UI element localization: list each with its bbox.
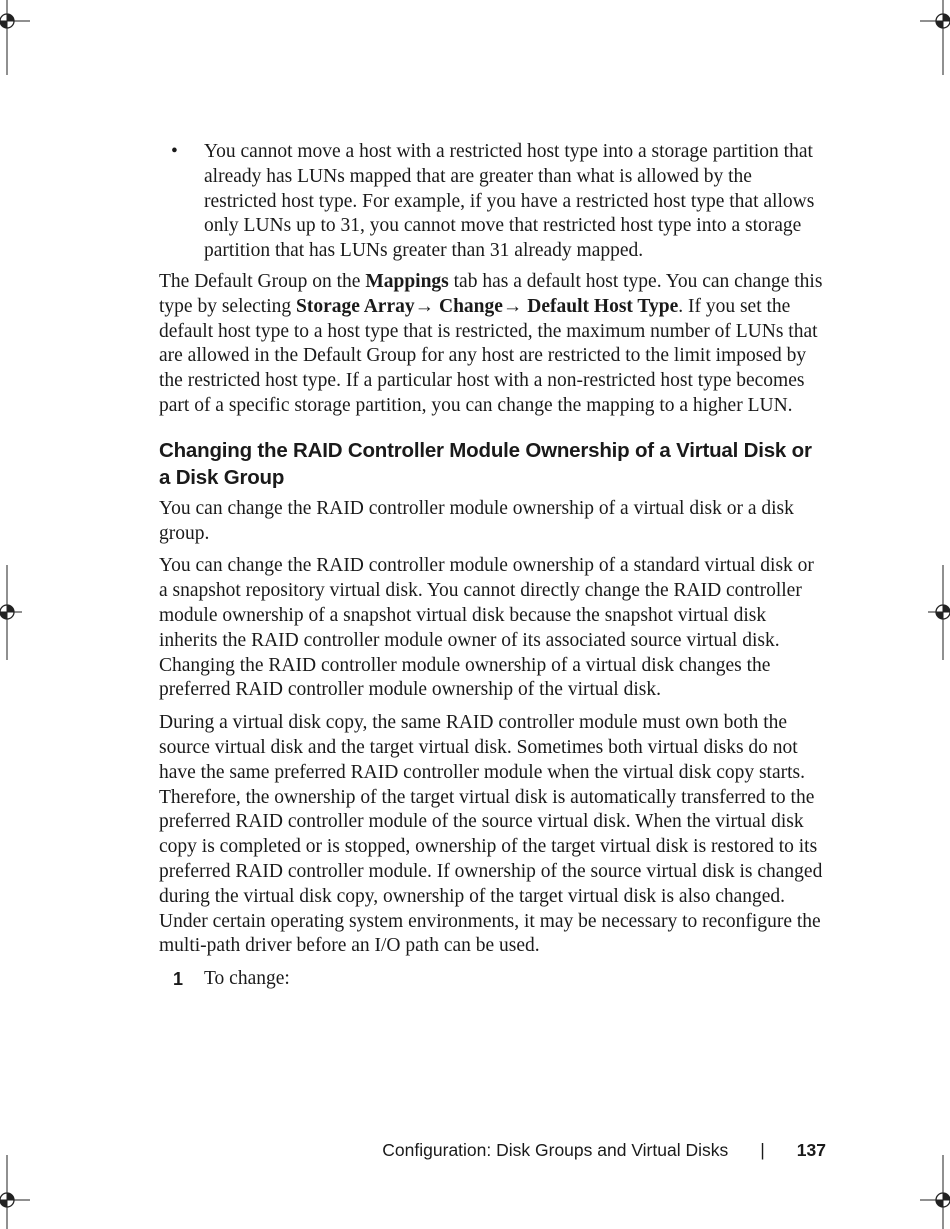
bullet-mark: • bbox=[171, 141, 178, 162]
page-body bbox=[159, 140, 827, 992]
bullet-text: You cannot move a host with a restricted host type into a storage partition that already has LUNs mapped that are greater than what is allowed by the restricted host type. For example, if you have a restricted host type that allows only LUNs up to 31, you cannot move that restricted host type into a storage partition that has LUNs greater than 31 already mapped. bbox=[204, 141, 815, 262]
registration-mark-mid-right-icon bbox=[920, 560, 950, 665]
section-heading: Changing the RAID Controller Module Ownership of a Virtual Disk or a Disk Group bbox=[159, 438, 812, 489]
paragraph-ownership: You can change the RAID controller module ownership of a standard virtual disk or a snapshot repository virtual disk. You cannot directly change the RAID controller module ownership of a snapshot virtual disk because the snapshot virtual disk inherits the RAID controller module owner of its associated source virtual disk. Changing the RAID controller module ownership of a virtual disk changes the preferred RAID controller module ownership of the virtual disk. bbox=[159, 555, 814, 701]
page-number: 137 bbox=[796, 1140, 826, 1160]
text-run: . If you set the default host type to a host type that is restricted, the maximum number of LUNs that are allowed in the Default Group for any host are restricted to the limit imposed by the restricted host type. If a particular host with a non-restricted host type becomes part of a specific storage partition, you can change the mapping to a higher LUN. bbox=[159, 295, 818, 416]
paragraph-intro: You can change the RAID controller module ownership of a virtual disk or a disk group. bbox=[159, 497, 794, 544]
registration-mark-top-right-icon bbox=[920, 0, 950, 80]
registration-mark-mid-left-icon bbox=[0, 560, 30, 665]
text-run: tab has a default host type. You can change this type by selecting bbox=[159, 270, 823, 317]
step-number: 1 bbox=[173, 969, 184, 990]
step-text: To change: bbox=[204, 968, 290, 990]
bullet-item bbox=[159, 140, 827, 264]
registration-mark-top-left-icon bbox=[0, 0, 30, 80]
menu-path-default-host-type: Storage Array→ Change→ Default Host Type bbox=[296, 295, 679, 317]
page-footer bbox=[382, 1140, 826, 1161]
ui-term-mappings: Mappings bbox=[365, 270, 449, 292]
step-item bbox=[159, 967, 827, 992]
paragraph-default-group bbox=[159, 270, 827, 419]
paragraph-virtual-disk-copy: During a virtual disk copy, the same RAID controller module must own both the source virtual disk and the target virtual disk. Sometimes both virtual disks do not have the same preferred RAID controller module when the virtual disk copy starts. Therefore, the ownership of the target virtual disk is automatically transferred to the preferred RAID controller module of the source virtual disk. When the virtual disk copy is completed or is stopped, ownership of the target virtual disk is restored to its preferred RAID controller module. If ownership of the source virtual disk is changed during the virtual disk copy, ownership of the target virtual disk is also changed. Under certain operating system environments, it may be necessary to reconfigure the multi-path driver before an I/O path can be used. bbox=[159, 712, 823, 957]
footer-separator: | bbox=[760, 1140, 765, 1160]
registration-mark-bottom-right-icon bbox=[920, 1150, 950, 1229]
footer-section-title: Configuration: Disk Groups and Virtual Disks bbox=[382, 1140, 729, 1160]
text-run: The Default Group on the bbox=[159, 270, 366, 292]
registration-mark-bottom-left-icon bbox=[0, 1150, 30, 1229]
